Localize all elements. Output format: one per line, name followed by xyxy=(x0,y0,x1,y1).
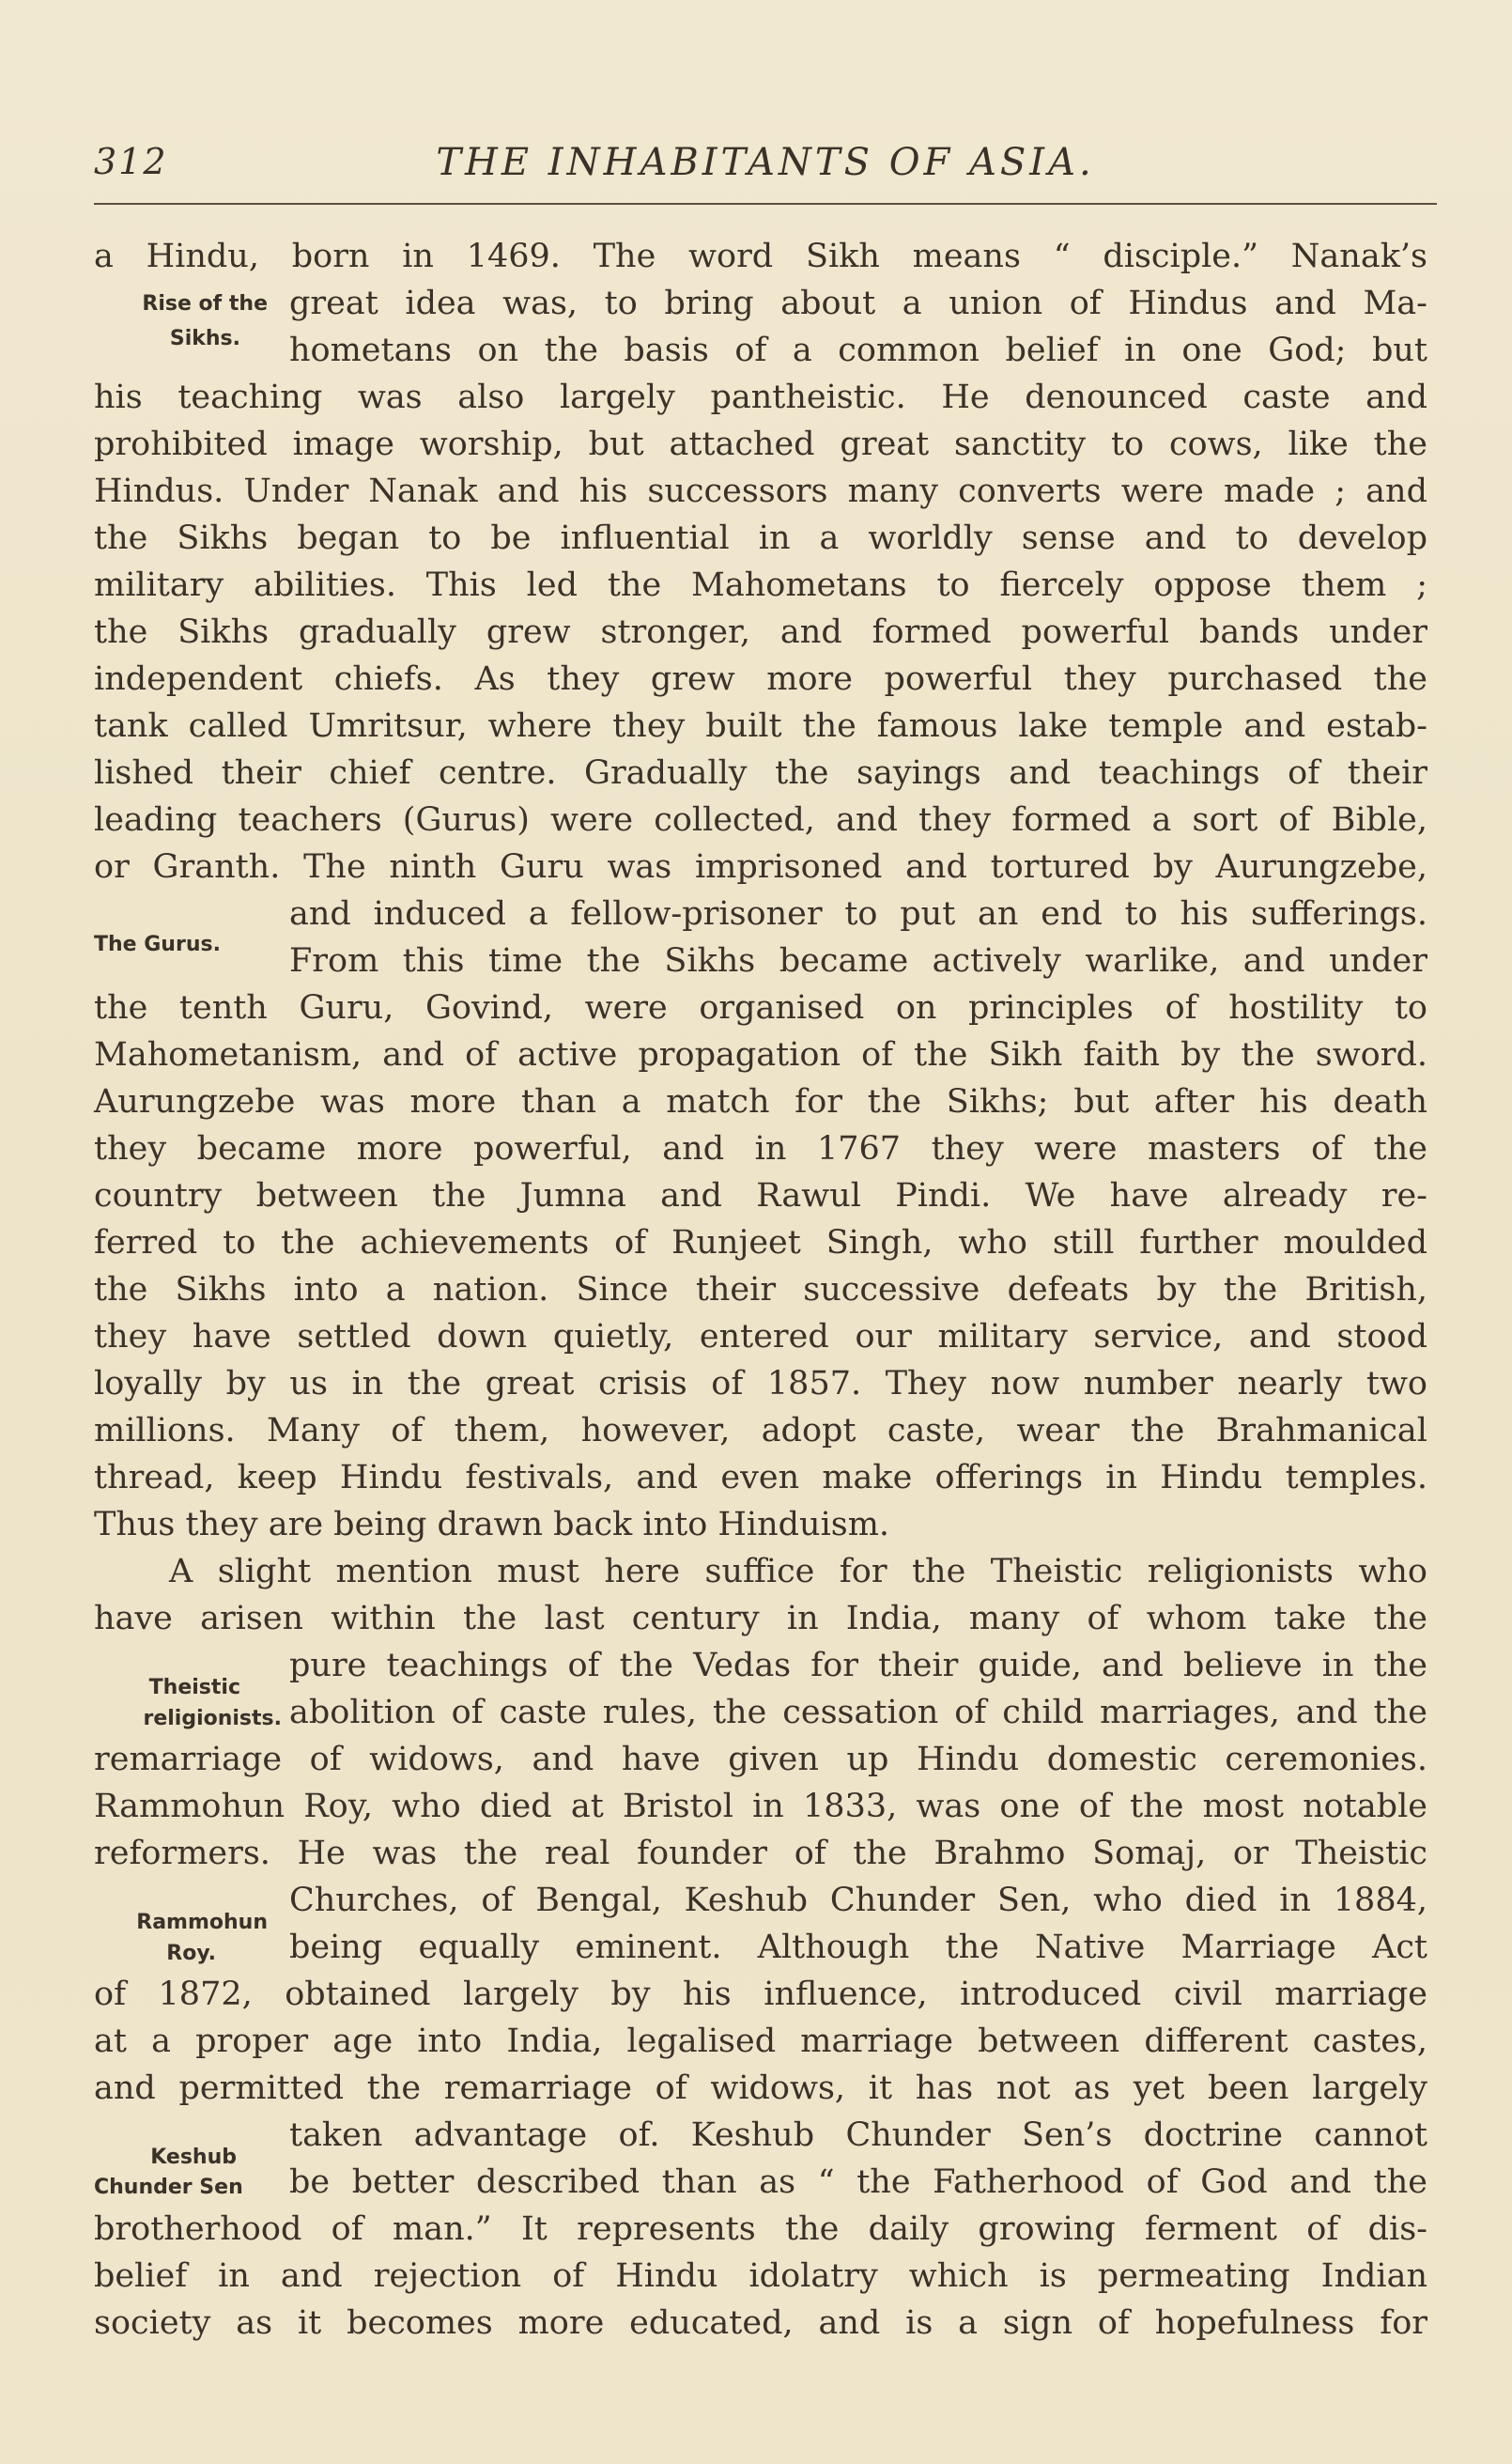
text-line: be better described than as “ the Fatherhood of God and the xyxy=(289,2163,1427,2201)
text-line: Churches, of Bengal, Keshub Chunder Sen, who died in 1884, xyxy=(289,1882,1427,1919)
text-line: loyally by us in the great crisis of 1857. They now number nearly two xyxy=(94,1365,1427,1402)
text-line: remarriage of widows, and have given up Hindu domestic ceremonies. xyxy=(94,1741,1427,1778)
side-note-chunder-sen: Chunder Sen xyxy=(94,2176,243,2199)
side-note-keshub: Keshub xyxy=(150,2146,237,2169)
text-line: From this time the Sikhs became actively warlike, and under xyxy=(289,942,1427,980)
text-line: ferred to the achievements of Runjeet Singh, who still further moulded xyxy=(94,1224,1427,1262)
page-header xyxy=(94,141,1437,197)
header-rule xyxy=(94,203,1437,205)
side-note-the-gurus: The Gurus. xyxy=(94,933,221,956)
text-line: independent chiefs. As they grew more powerful they purchased the xyxy=(94,660,1427,698)
text-line: being equally eminent. Although the Native Marriage Act xyxy=(289,1929,1427,1966)
text-line: thread, keep Hindu festivals, and even make offerings in Hindu temples. xyxy=(94,1459,1427,1496)
text-line: tank called Umritsur, where they built the famous lake temple and estab- xyxy=(94,707,1427,745)
text-line: Hindus. Under Nanak and his successors many converts were made ; and xyxy=(94,473,1427,510)
text-line: military abilities. This led the Mahometans to fiercely oppose them ; xyxy=(94,566,1427,604)
text-line: brotherhood of man.” It represents the daily growing ferment of dis- xyxy=(94,2210,1427,2248)
text-line: have arisen within the last century in India, many of whom take the xyxy=(94,1600,1427,1637)
text-line: lished their chief centre. Gradually the sayings and teachings of their xyxy=(94,754,1427,792)
side-note-rise-of-sikhs: Rise of the xyxy=(142,292,268,316)
text-line: prohibited image worship, but attached great sanctity to cows, like the xyxy=(94,426,1427,463)
running-head: THE INHABITANTS OF ASIA. xyxy=(436,141,1095,184)
text-line: his teaching was also largely pantheistic. He denounced caste and xyxy=(94,379,1427,416)
side-note-roy: Roy. xyxy=(166,1942,216,1965)
text-line: leading teachers (Gurus) were collected, and they formed a sort of Bible, xyxy=(94,801,1427,839)
text-line: belief in and rejection of Hindu idolatry which is permeating Indian xyxy=(94,2257,1427,2295)
side-note-theistic: Theistic xyxy=(148,1676,240,1699)
text-line: they have settled down quietly, entered our military service, and stood xyxy=(94,1318,1427,1356)
text-line: the Sikhs gradually grew stronger, and formed powerful bands under xyxy=(94,613,1427,651)
text-line: A slight mention must here suffice for the Theistic religionists who xyxy=(169,1553,1427,1590)
text-line: or Granth. The ninth Guru was imprisoned and tortured by Aurungzebe, xyxy=(94,848,1427,886)
text-line: Mahometanism, and of active propagation of the Sikh faith by the sword. xyxy=(94,1036,1427,1074)
text-line: reformers. He was the real founder of the Brahmo Somaj, or Theistic xyxy=(94,1835,1427,1872)
text-line: the tenth Guru, Govind, were organised on principles of hostility to xyxy=(94,989,1427,1027)
text-line: pure teachings of the Vedas for their guide, and believe in the xyxy=(289,1647,1427,1684)
side-note-religionists: religionists. xyxy=(143,1707,282,1730)
text-line: they became more powerful, and in 1767 they were masters of the xyxy=(94,1130,1427,1168)
text-line: a Hindu, born in 1469. The word Sikh means “ disciple.” Nanak’s xyxy=(94,238,1427,275)
text-line: Aurungzebe was more than a match for the Sikhs; but after his death xyxy=(94,1083,1427,1121)
text-line: and permitted the remarriage of widows, it has not as yet been largely xyxy=(94,2069,1427,2107)
page-number: 312 xyxy=(94,141,168,182)
text-line: and induced a fellow-prisoner to put an end to his sufferings. xyxy=(289,895,1427,933)
text-line: at a proper age into India, legalised marriage between different castes, xyxy=(94,2022,1427,2060)
text-line: Thus they are being drawn back into Hinduism. xyxy=(94,1506,890,1543)
text-line: abolition of caste rules, the cessation of child marriages, and the xyxy=(289,1694,1427,1731)
text-line: country between the Jumna and Rawul Pindi. We have already re- xyxy=(94,1177,1427,1215)
side-note-rammohun: Rammohun xyxy=(136,1911,268,1934)
text-line: Rammohun Roy, who died at Bristol in 1833, was one of the most notable xyxy=(94,1788,1427,1825)
text-line: great idea was, to bring about a union of Hindus and Ma- xyxy=(289,285,1427,322)
text-line: hometans on the basis of a common belief in one God; but xyxy=(289,332,1427,369)
text-line: millions. Many of them, however, adopt caste, wear the Brahmanical xyxy=(94,1412,1427,1449)
text-line: the Sikhs began to be influential in a worldly sense and to develop xyxy=(94,519,1427,557)
text-line: the Sikhs into a nation. Since their successive defeats by the British, xyxy=(94,1271,1427,1309)
text-line: society as it becomes more educated, and is a sign of hopefulness for xyxy=(94,2304,1427,2342)
side-note-rise-of-sikhs-cont: Sikhs. xyxy=(169,327,240,350)
text-line: taken advantage of. Keshub Chunder Sen’s doctrine cannot xyxy=(289,2116,1427,2154)
text-line: of 1872, obtained largely by his influence, introduced civil marriage xyxy=(94,1976,1427,2013)
